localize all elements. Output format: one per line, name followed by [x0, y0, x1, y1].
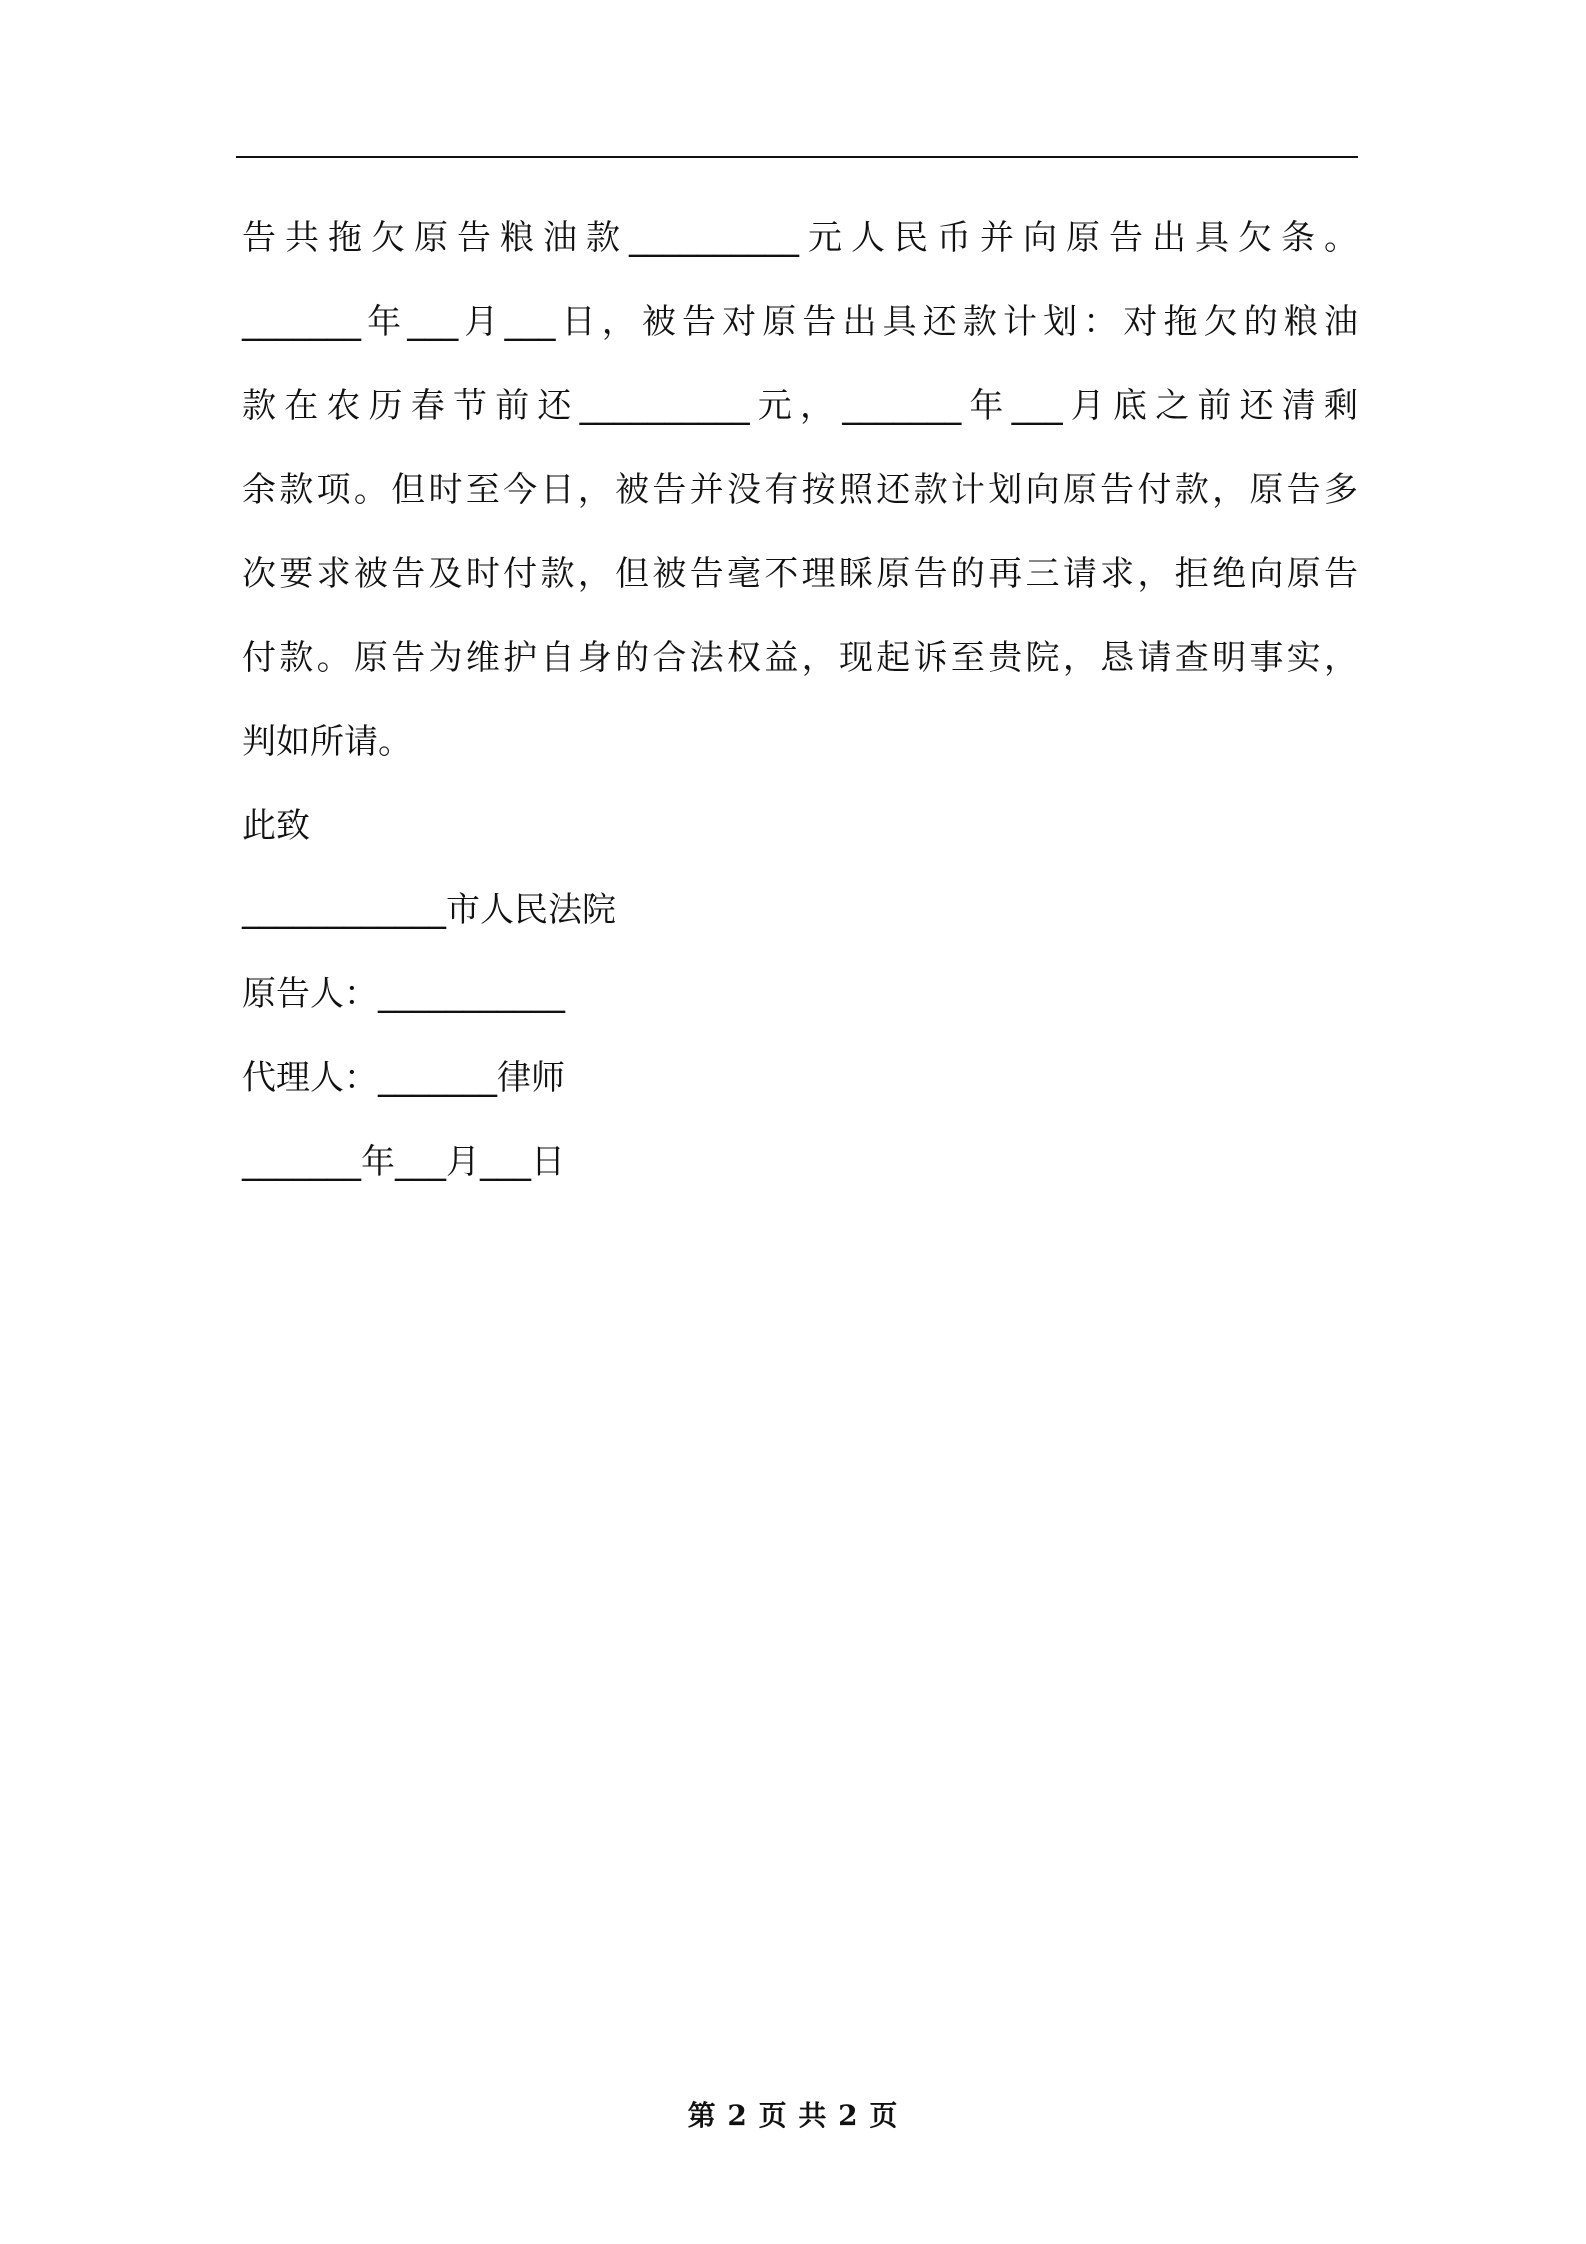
- paragraph-line: 余款项。但时至今日，被告并没有按照还款计划向原告付款，原告多: [242, 470, 1358, 510]
- page-number: 第 2 页 共 2 页: [687, 2099, 899, 2132]
- paragraph-line: 款在农历春节前还__________元，_______年___月底之前还清剩: [242, 386, 1358, 426]
- paragraph-line: 告共拖欠原告粮油款__________元人民币并向原告出具欠条。: [242, 218, 1358, 258]
- header-divider: [236, 156, 1358, 158]
- salutation: 此致: [242, 806, 310, 846]
- paragraph-line: 次要求被告及时付款，但被告毫不理睬原告的再三请求，拒绝向原告: [242, 554, 1358, 594]
- plaintiff-signature-line: 原告人：___________: [242, 974, 565, 1014]
- court-addressee: ____________市人民法院: [242, 890, 616, 930]
- paragraph-line: 判如所请。: [242, 722, 412, 762]
- paragraph-line: 付款。原告为维护自身的合法权益，现起诉至贵院，恳请查明事实，: [242, 638, 1358, 678]
- paragraph-line: _______年___月___日，被告对原告出具还款计划：对拖欠的粮油: [242, 302, 1358, 342]
- document-body: [242, 196, 1358, 1204]
- date-line: _______年___月___日: [242, 1142, 565, 1182]
- agent-signature-line: 代理人：_______律师: [242, 1058, 565, 1098]
